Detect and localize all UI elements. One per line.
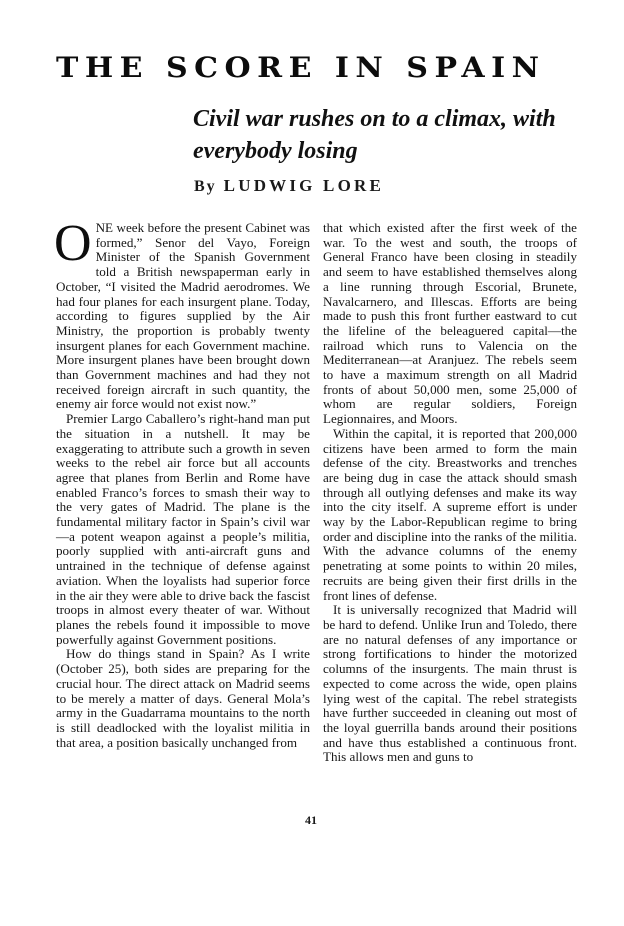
paragraph [54,215,310,412]
left-column [54,215,310,750]
byline-prefix: By [194,178,217,195]
paragraph: How do things stand in Spain? As I write (October 25), both sides are preparing for the crucial hour. The direct attack on Madrid seems to be merely a matter of days. General Mola’s army in the Guadarrama mountains to the north is still deadlocked with the loyalist militia in that area, a position basically unchanged from [56,646,310,750]
page-number: 41 [305,813,317,827]
paragraph-text: NE week before the present Cabinet was formed,” Senor del Vayo, Foreign Minister of the Spanish Government told a British newspaperman early in October, “I visited the Madrid aerodromes. We had four planes for each insurgent plane. Today, according to figures supplied by the Air Ministry, the proportion is probably twenty insurgent planes for each Government machine. More insurgent planes have been brought down than Government machines and had they not received foreign aircraft in such quantity, the enemy air force would not exist now.” [56,220,310,412]
paragraph: Within the capital, it is reported that 200,000 citizens have been armed to form the main defense of the city. Breastworks and trenches are being dug in case the attack should smash through all outlying defenses and make its way into the city itself. A supreme effort is under way by the Labor-Republican regime to bring order and discipline into the ranks of the militia. With the advance columns of the enemy penetrating at some points to within 20 miles, recruits are being given their first drills in the front lines of defense. [323,425,577,603]
byline [194,176,384,196]
article-subtitle: Civil war rushes on to a climax, with everybody losing [193,106,556,164]
author-name: LUDWIG LORE [223,176,385,195]
paragraph: Premier Largo Caballero’s right-hand man put the situation in a nutshell. It may be exaggerating to attribute such a growth in seven weeks to the rebel air force but all accounts agree that planes from Berlin and Rome have enabled Franco’s forces to smash their way to the very gates of Madrid. The plane is the fundamental military factor in Spain’s civil war—a potent weapon against a people’s militia, poorly supplied with anti-aircraft guns and untrained in the technique of defense against aviation. When the loyalists had superior force in the air they were able to drive back the fascist troops in almost every theater of war. Without planes the rebels found it impossible to move powerfully against Government positions. [56,411,310,647]
paragraph: that which existed after the first week of the war. To the west and south, the troops of General Franco have been closing in steadily and seem to have established themselves along a line running through Escorial, Brunete, Navalcarnero, and Illescas. Efforts are being made to push this front further eastward to cut the lifeline of the beleaguered capital—the railroad which runs to Valencia on the Mediterranean—at Aranjuez. The rebels seem to have a maximum strength on all Madrid fronts of about 50,000 men, some 25,000 of whom are regular soldiers, Foreign Legionnaires, and Moors. [323,220,577,427]
drop-cap: O [54,215,92,272]
article-title: THE SCORE IN SPAIN [56,52,546,85]
right-column [323,221,577,765]
paragraph: It is universally recognized that Madrid will be hard to defend. Unlike Irun and Toledo, there are no natural defenses of any importance or strong fortifications to hinder the motorized columns of the insurgents. The main thrust is expected to come across the wide, open plains lying west of the capital. The rebel strategists have further succeeded in cleaning out most of the loyal guerrilla bands around their positions and have thus established a continuous front. This allows men and guns to [323,602,577,765]
